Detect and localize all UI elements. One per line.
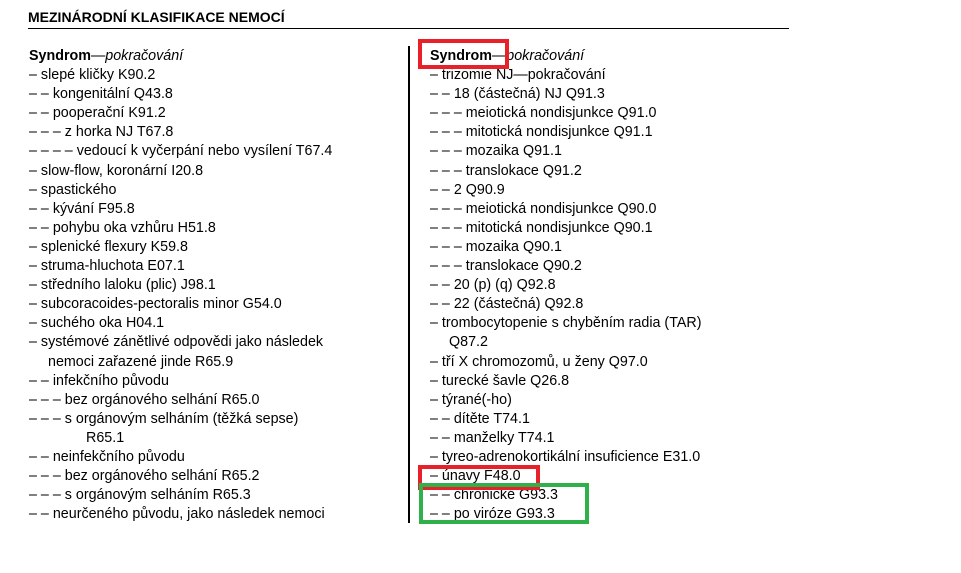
index-entry: – – 20 (p) (q) Q92.8	[430, 277, 556, 294]
index-entry: – – 2 Q90.9	[430, 181, 505, 198]
index-entry: – – 22 (částečná) Q92.8	[430, 296, 584, 313]
index-entry: – – 18 (částečná) NJ Q91.3	[430, 86, 605, 103]
index-entry-continuation: R65.1	[86, 429, 125, 446]
index-entry: – týrané(-ho)	[430, 391, 512, 408]
index-entry: – tří X chromozomů, u ženy Q97.0	[430, 353, 648, 370]
index-entry: – slow-flow, koronární I20.8	[29, 162, 204, 179]
right-heading-dash: —	[491, 48, 507, 64]
index-entry: – – infekčního původu	[29, 372, 169, 389]
right-heading-suffix: pokračování	[506, 48, 585, 64]
index-entry-chronicke: – – chronické G93.3	[430, 487, 558, 504]
index-entry: – – – s orgánovým selháním R65.3	[29, 487, 251, 504]
left-heading-term: Syndrom	[29, 48, 91, 64]
left-heading	[29, 47, 394, 66]
index-entry: – systémové zánětlivé odpovědi jako následek	[29, 334, 324, 351]
index-entry: – – – bez orgánového selhání R65.0	[29, 391, 260, 408]
index-entry: – trombocytopenie s chyběním radia (TAR)	[430, 315, 702, 332]
left-heading-suffix: pokračování	[105, 48, 184, 64]
index-entry-po-viroze: – – po viróze G93.3	[430, 506, 555, 523]
right-column	[430, 47, 790, 524]
right-heading	[430, 47, 790, 66]
index-entry-continuation: Q87.2	[449, 334, 488, 351]
index-entry: – tyreo-adrenokortikální insuficience E31.0	[430, 448, 701, 465]
index-entry: – trizomie NJ—pokračování	[430, 67, 606, 84]
index-entry: – slepé kličky K90.2	[29, 67, 156, 84]
left-heading-dash: —	[90, 48, 106, 64]
left-column	[29, 47, 394, 524]
index-entry: – – neinfekčního původu	[29, 448, 185, 465]
index-entry: – – dítěte T74.1	[430, 410, 530, 427]
index-entry: – – pohybu oka vzhůru H51.8	[29, 219, 216, 236]
index-entry: – – – mitotická nondisjunkce Q90.1	[430, 219, 653, 236]
index-entry: – – pooperační K91.2	[29, 105, 166, 122]
index-entry: – – kongenitální Q43.8	[29, 86, 173, 103]
index-entry: – – – translokace Q90.2	[430, 258, 582, 275]
index-entry: – splenické flexury K59.8	[29, 238, 188, 255]
column-divider	[408, 46, 410, 523]
page-header-title: MEZINÁRODNÍ KLASIFIKACE NEMOCÍ	[28, 9, 285, 25]
index-entry: – spastického	[29, 181, 117, 198]
index-entry: – – – mitotická nondisjunkce Q91.1	[430, 124, 653, 141]
index-entry: – struma-hluchota E07.1	[29, 258, 185, 275]
index-entry: – suchého oka H04.1	[29, 315, 165, 332]
index-entry: – – – bez orgánového selhání R65.2	[29, 468, 260, 485]
header-rule	[28, 28, 789, 29]
index-entry: – – – – vedoucí k vyčerpání nebo vysílení T67.4	[29, 143, 333, 160]
index-entry: – – – meiotická nondisjunkce Q91.0	[430, 105, 657, 122]
index-entry: – středního laloku (plic) J98.1	[29, 277, 216, 294]
index-entry: – – – meiotická nondisjunkce Q90.0	[430, 200, 657, 217]
right-heading-term: Syndrom	[430, 48, 492, 64]
index-entry: – – manželky T74.1	[430, 429, 555, 446]
index-entry: – – – z horka NJ T67.8	[29, 124, 174, 141]
index-entry: – subcoracoides-pectoralis minor G54.0	[29, 296, 282, 313]
index-entry: – – – mozaika Q90.1	[430, 238, 562, 255]
index-entry-continuation: nemoci zařazené jinde R65.9	[48, 353, 234, 370]
index-entry: – – – mozaika Q91.1	[430, 143, 562, 160]
index-entry-unavy: – únavy F48.0	[430, 468, 521, 485]
index-entry: – – kývání F95.8	[29, 200, 135, 217]
index-entry: – – neurčeného původu, jako následek nemoci	[29, 506, 325, 523]
index-entry: – – – s orgánovým selháním (těžká sepse)	[29, 410, 299, 427]
index-entry: – – – translokace Q91.2	[430, 162, 582, 179]
index-entry: – turecké šavle Q26.8	[430, 372, 570, 389]
